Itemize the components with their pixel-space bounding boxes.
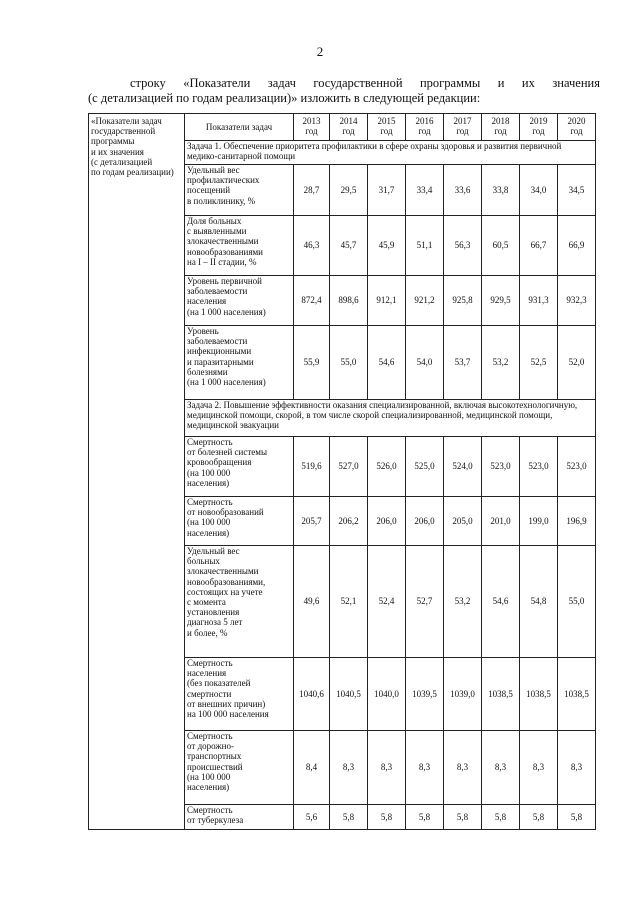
header-row [89,114,596,141]
intro-word: задач [267,76,296,90]
value-cell: 55,0 [330,326,368,400]
value-cell: 45,7 [330,216,368,276]
value-cell: 54,6 [368,326,406,400]
year-header: 2018 год [482,114,520,141]
value-cell: 28,7 [294,165,330,216]
value-cell: 1039,5 [406,658,444,731]
value-cell: 33,4 [406,165,444,216]
value-cell: 54,6 [482,546,520,658]
year-header: 2019 год [520,114,558,141]
value-cell: 1038,5 [482,658,520,731]
value-cell: 206,2 [330,497,368,546]
value-cell: 53,2 [444,546,482,658]
value-cell: 5,8 [520,805,558,830]
intro-word: значения [552,76,600,90]
value-cell: 8,3 [368,731,406,805]
value-cell: 1040,6 [294,658,330,731]
value-cell: 872,4 [294,276,330,326]
year-header: 2014 год [330,114,368,141]
task-1-heading: Задача 1. Обеспечение приоритета профилактики в сфере охраны здоровья и развития первичной медико-санитарной помощи [185,141,596,165]
value-cell: 45,9 [368,216,406,276]
value-cell: 523,0 [520,437,558,497]
value-cell: 5,8 [558,805,596,830]
value-cell: 51,1 [406,216,444,276]
indicator-label: Уровень первичной заболеваемости населения (на 1 000 населения) [185,276,294,326]
value-cell: 5,8 [444,805,482,830]
value-cell: 912,1 [368,276,406,326]
row-header-cell: «Показатели задач государственной программы и их значения (с детализацией по годам реализации) [89,114,185,830]
year-header: 2016 год [406,114,444,141]
value-cell: 5,8 [330,805,368,830]
value-cell: 932,3 [558,276,596,326]
year-header: 2015 год [368,114,406,141]
value-cell: 527,0 [330,437,368,497]
page-number: 2 [316,44,324,59]
value-cell: 8,3 [406,731,444,805]
value-cell: 523,0 [558,437,596,497]
value-cell: 898,6 [330,276,368,326]
value-cell: 34,0 [520,165,558,216]
value-cell: 8,3 [482,731,520,805]
indicator-label: Смертность от дорожно- транспортных происшествий (на 100 000 населения) [185,731,294,805]
value-cell: 206,0 [406,497,444,546]
value-cell: 52,5 [520,326,558,400]
value-cell: 8,3 [330,731,368,805]
value-cell: 53,2 [482,326,520,400]
value-cell: 8,4 [294,731,330,805]
indicator-label: Доля больных с выявленными злокачественными новообразованиями на I – II стадии, % [185,216,294,276]
value-cell: 196,9 [558,497,596,546]
value-cell: 31,7 [368,165,406,216]
intro-paragraph [88,76,600,106]
value-cell: 199,0 [520,497,558,546]
year-header: 2013 год [294,114,330,141]
indicator-label: Смертность от туберкулеза [185,805,294,830]
value-cell: 1040,5 [330,658,368,731]
value-cell: 55,9 [294,326,330,400]
value-cell: 206,0 [368,497,406,546]
indicator-label: Уровень заболеваемости инфекционными и паразитарными болезнями (на 1 000 населения) [185,326,294,400]
task-2-heading: Задача 2. Повышение эффективности оказания специализированной, включая высокотехнологичную, медицинской помощи, скорой, в том числе скорой специализированной, медицинской помощи, медицинской эвакуации [185,400,596,437]
value-cell: 52,0 [558,326,596,400]
value-cell: 33,6 [444,165,482,216]
intro-line-1 [88,76,600,91]
value-cell: 1038,5 [558,658,596,731]
value-cell: 205,7 [294,497,330,546]
value-cell: 33,8 [482,165,520,216]
year-header: 2017 год [444,114,482,141]
value-cell: 55,0 [558,546,596,658]
value-cell: 8,3 [520,731,558,805]
value-cell: 5,8 [368,805,406,830]
value-cell: 56,3 [444,216,482,276]
value-cell: 8,3 [558,731,596,805]
intro-word: строку [130,76,166,90]
value-cell: 54,0 [406,326,444,400]
value-cell: 201,0 [482,497,520,546]
intro-word: программы [419,76,481,90]
value-cell: 524,0 [444,437,482,497]
value-cell: 29,5 [330,165,368,216]
value-cell: 53,7 [444,326,482,400]
indicators-table [88,113,596,830]
indicator-header: Показатели задач [185,114,294,141]
indicator-label: Смертность от болезней системы кровообращения (на 100 000 населения) [185,437,294,497]
value-cell: 1038,5 [520,658,558,731]
value-cell: 925,8 [444,276,482,326]
indicator-label: Смертность от новообразований (на 100 000 населения) [185,497,294,546]
value-cell: 929,5 [482,276,520,326]
value-cell: 1039,0 [444,658,482,731]
value-cell: 54,8 [520,546,558,658]
value-cell: 52,7 [406,546,444,658]
indicator-label: Удельный вес профилактических посещений в поликлинику, % [185,165,294,216]
value-cell: 931,3 [520,276,558,326]
value-cell: 5,8 [406,805,444,830]
indicator-label: Удельный вес больных злокачественными новообразованиями, состоящих на учете с момента установления диагноза 5 лет и более, % [185,546,294,658]
year-header: 2020 год [558,114,596,141]
value-cell: 52,4 [368,546,406,658]
value-cell: 921,2 [406,276,444,326]
value-cell: 8,3 [444,731,482,805]
value-cell: 46,3 [294,216,330,276]
indicator-label: Смертность населения (без показателей смертности от внешних причин) на 100 000 населения [185,658,294,731]
value-cell: 5,6 [294,805,330,830]
intro-word: государственной [313,76,403,90]
value-cell: 66,7 [520,216,558,276]
value-cell: 526,0 [368,437,406,497]
value-cell: 66,9 [558,216,596,276]
value-cell: 34,5 [558,165,596,216]
value-cell: 1040,0 [368,658,406,731]
value-cell: 525,0 [406,437,444,497]
value-cell: 205,0 [444,497,482,546]
intro-line-2: (с детализацией по годам реализации)» изложить в следующей редакции: [88,91,481,105]
value-cell: 49,6 [294,546,330,658]
value-cell: 60,5 [482,216,520,276]
value-cell: 5,8 [482,805,520,830]
value-cell: 523,0 [482,437,520,497]
intro-word: их [521,76,535,90]
value-cell: 52,1 [330,546,368,658]
value-cell: 519,6 [294,437,330,497]
intro-word: и [497,76,505,90]
intro-word: «Показатели [183,76,251,90]
